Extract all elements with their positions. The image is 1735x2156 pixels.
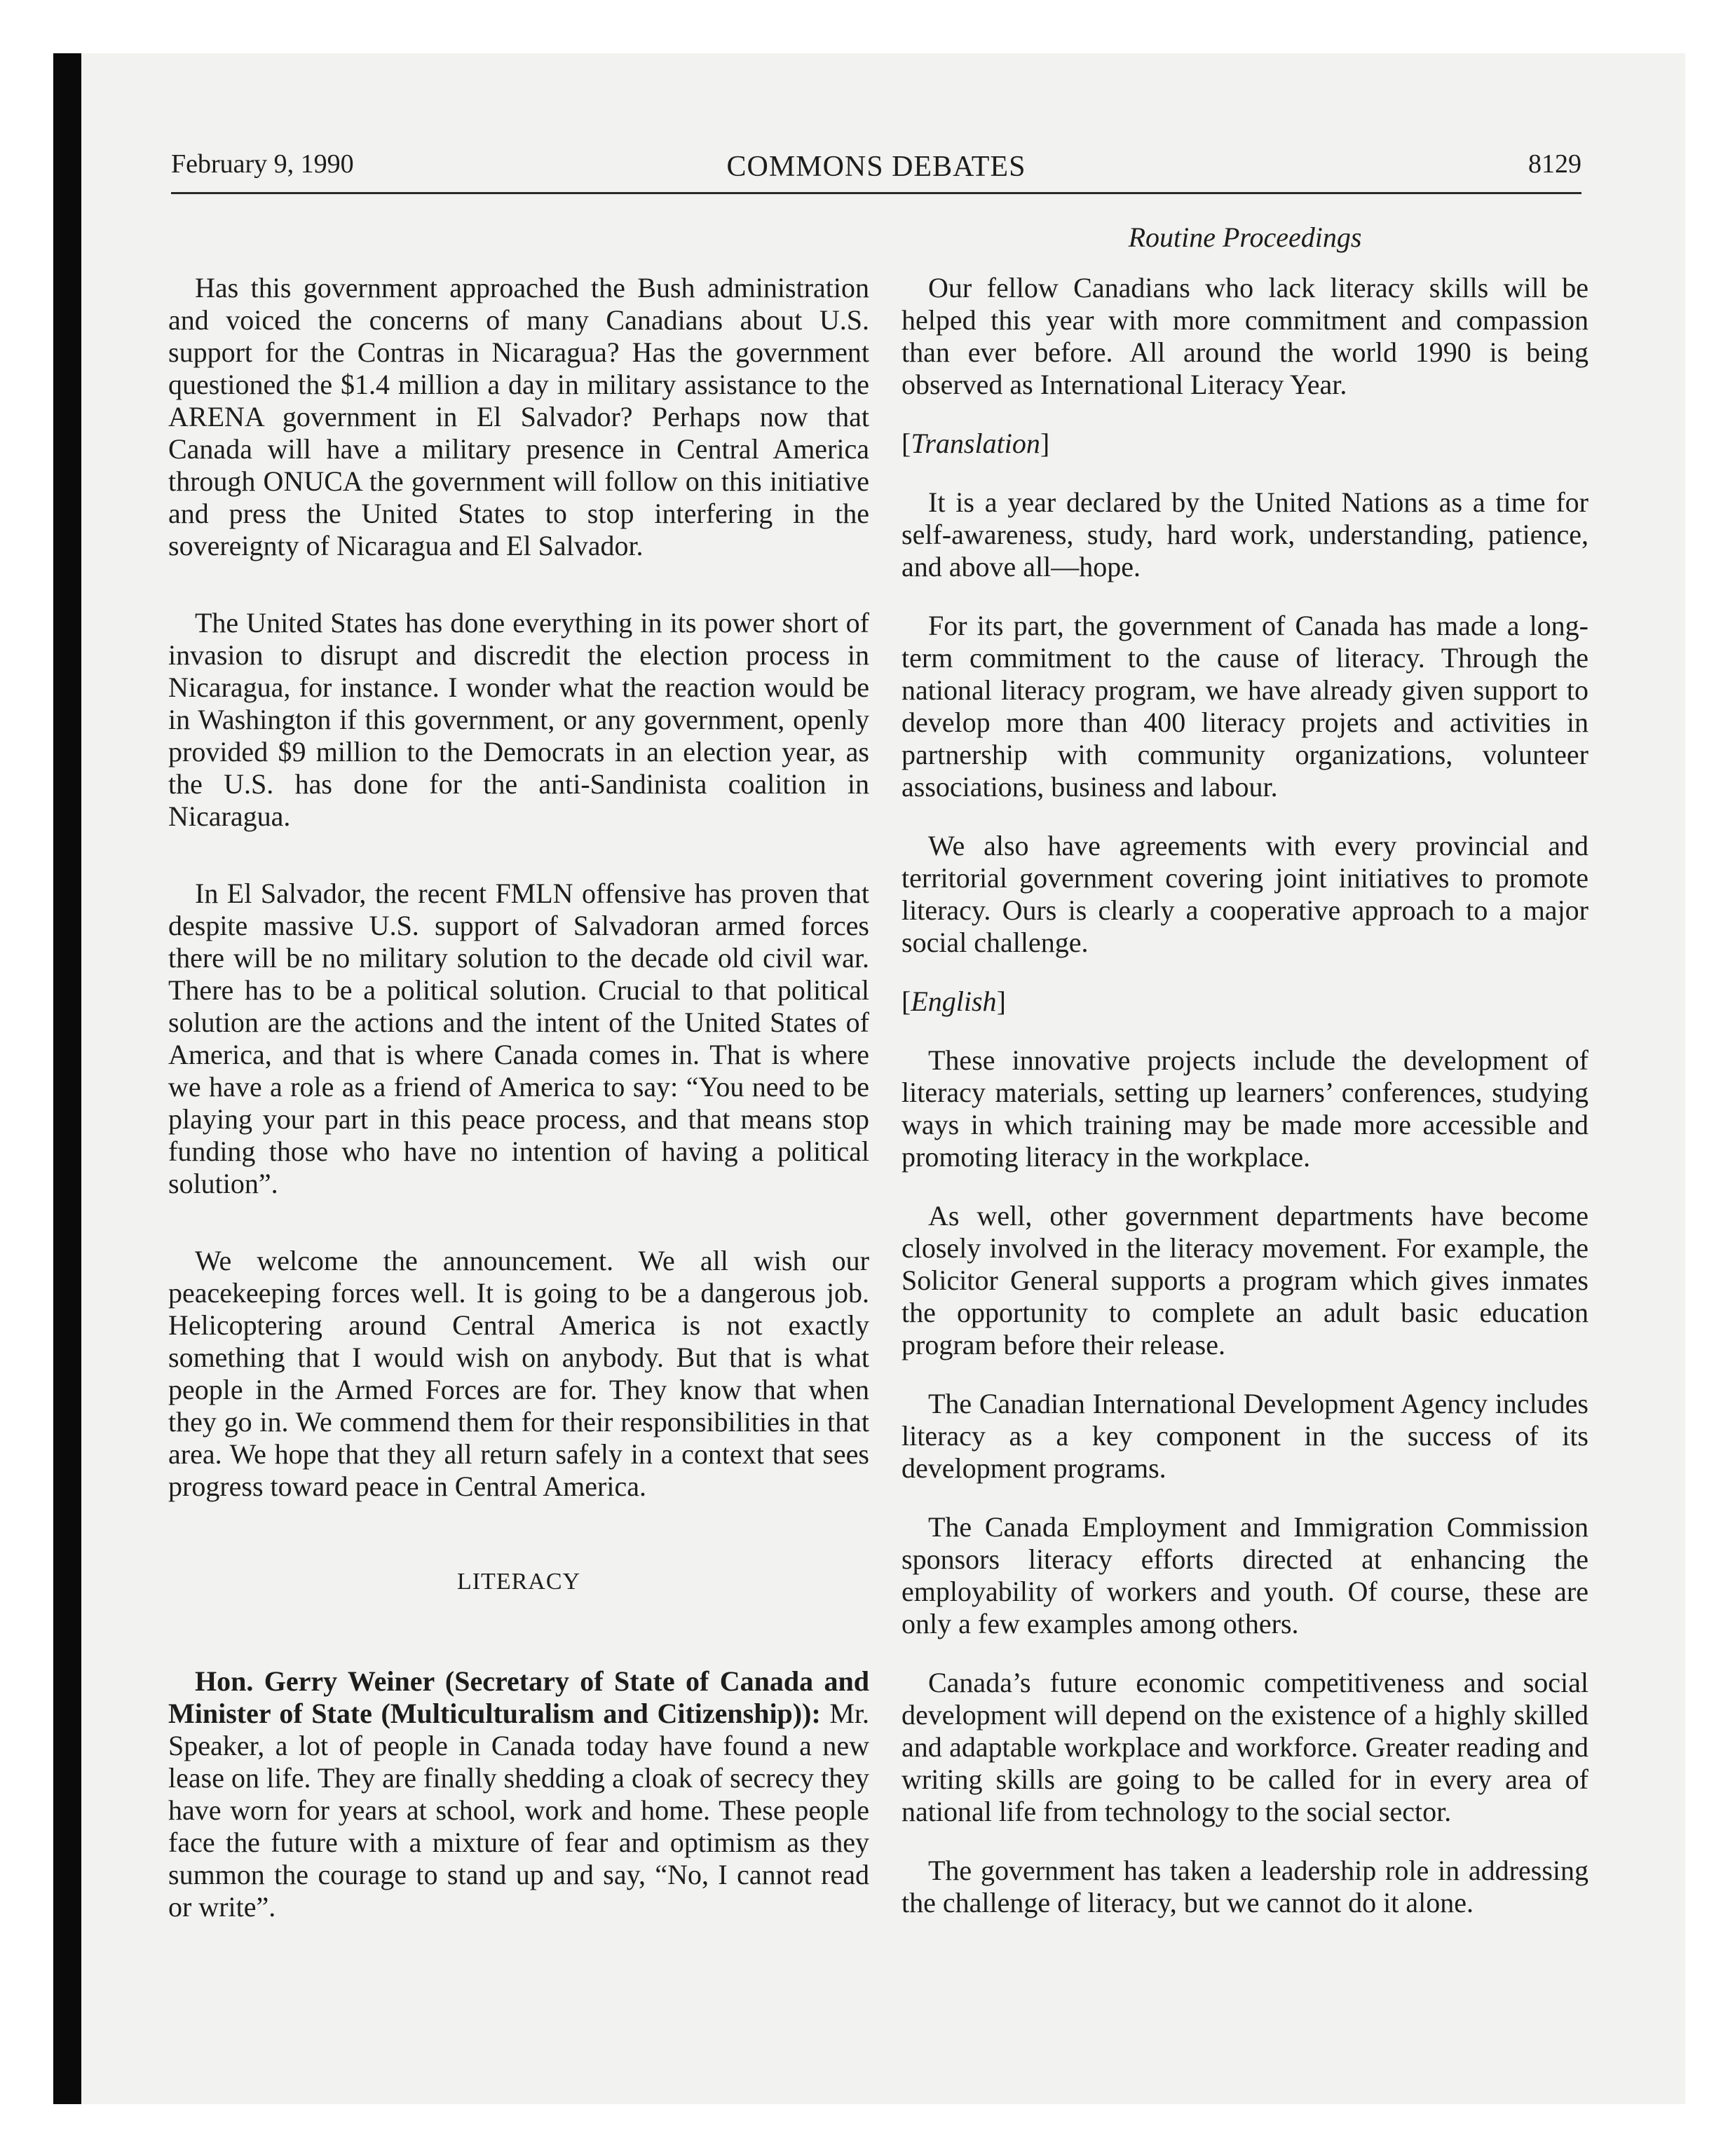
language-note: [Translation] (901, 428, 1050, 459)
left-column (168, 272, 869, 1923)
speech-text: Mr. Speaker, a lot of people in Canada today have found a new lease on life. They are finally shedding a cloak of secrecy they have worn for years at school, work and home. These people face the future with a mixture of fear and optimism as they summon the courage to stand up and say, “No, I cannot read or write”. (168, 1698, 869, 1923)
speaker-name: Hon. Gerry Weiner (Secretary of State of Canada and Minister of State (Multiculturalism and Citizenship)): (168, 1665, 869, 1729)
scanned-page (53, 53, 1685, 2104)
language-note-text: Translation (911, 428, 1040, 459)
paragraph: The United States has done everything in its power short of invasion to disrupt and discredit the election process in Nicaragua, for instance. I wonder what the reaction would be in Washington if this government, or any government, openly provided $9 million to the Democrats in an election year, as the U.S. has done for the anti-Sandinista coalition in Nicaragua. (168, 607, 869, 832)
header-date: February 9, 1990 (171, 149, 354, 179)
section-running-title: Routine Proceedings (1128, 221, 1362, 253)
paragraph: Our fellow Canadians who lack literacy skills will be helped this year with more commitment and compassion than ever before. All around the world 1990 is being observed as International Literacy Year. (901, 272, 1588, 400)
paragraph: These innovative projects include the development of literacy materials, setting up learners’ conferences, studying ways in which training may be made more accessible and promoting literacy in the workplace. (901, 1044, 1588, 1173)
paragraph: As well, other government departments have become closely involved in the literacy movement. For example, the Solicitor General supports a program which gives inmates the opportunity to complete an adult basic education program before their release. (901, 1200, 1588, 1360)
paragraph: It is a year declared by the United Nations as a time for self-awareness, study, hard work, understanding, patience, and above all—hope. (901, 486, 1588, 582)
section-heading: LITERACY (456, 1569, 581, 1595)
paragraph: The Canada Employment and Immigration Commission sponsors literacy efforts directed at enhancing the employability of workers and youth. Of course, these are only a few examples among others. (901, 1511, 1588, 1639)
language-note: [English] (901, 985, 1006, 1017)
running-header (171, 143, 1581, 194)
paragraph: Has this government approached the Bush administration and voiced the concerns of many Canadians about U.S. support for the Contras in Nicaragua? Has the government questioned the $1.4 million a day in military assistance to the ARENA government in El Salvador? Perhaps now that Canada will have a military presence in Central America through ONUCA the government will follow on this initiative and press the United States to stop interfering in the sovereignty of Nicaragua and El Salvador. (168, 272, 869, 561)
paragraph: For its part, the government of Canada has made a long-term commitment to the cause of literacy. Through the national literacy program, we have already given support to develop more than 400 literacy projets and activities in partnership with community organizations, volunteer associations, business and labour. (901, 610, 1588, 803)
paragraph: In El Salvador, the recent FMLN offensive has proven that despite massive U.S. support of Salvadoran armed forces there will be no military solution to the decade old civil war. There has to be a political solution. Crucial to that political solution are the actions and the intent of the United States of America, and that is where Canada comes in. That is where we have a role as a friend of America to say: “You need to be playing your part in this peace process, and that means stop funding those who have no intention of having a political solution”. (168, 878, 869, 1199)
paragraph: The Canadian International Development Agency includes literacy as a key component in the success of its development programs. (901, 1388, 1588, 1484)
header-title: COMMONS DEBATES (726, 151, 1026, 183)
right-column (901, 221, 1588, 1946)
language-note-text: English (911, 985, 997, 1017)
paragraph: We welcome the announcement. We all wish our peacekeeping forces well. It is going to be a dangerous job. Helicoptering around Central America is not exactly something that I would wish on anybody. But that is what people in the Armed Forces are for. They know that when they go in. We commend them for their responsibilities in that area. We hope that they all return safely in a context that sees progress toward peace in Central America. (168, 1245, 869, 1502)
paragraph: We also have agreements with every provincial and territorial government covering joint initiatives to promote literacy. Ours is clearly a cooperative approach to a major social challenge. (901, 830, 1588, 958)
header-page-number: 8129 (1528, 149, 1581, 179)
scan-edge-strip (53, 53, 81, 2104)
paragraph: Canada’s future economic competitiveness and social development will depend on the existence of a highly skilled and adaptable workplace and workforce. Greater reading and writing skills are going to be called for in every area of national life from technology to the social sector. (901, 1667, 1588, 1827)
paragraph: The government has taken a leadership role in addressing the challenge of literacy, but we cannot do it alone. (901, 1855, 1588, 1918)
speech-paragraph (168, 1665, 869, 1923)
